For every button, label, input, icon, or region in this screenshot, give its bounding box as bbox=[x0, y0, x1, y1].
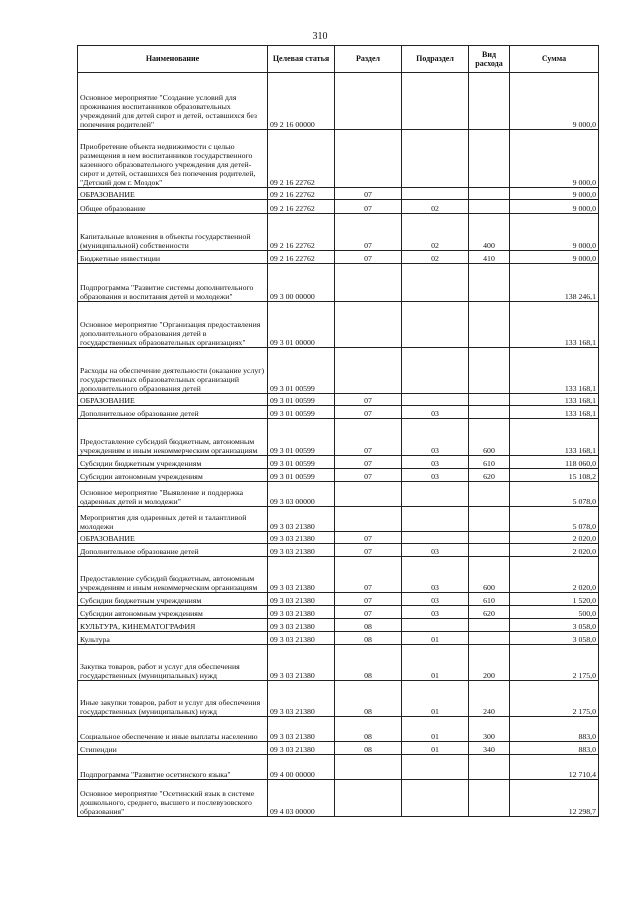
cell-target-code: 09 3 01 00599 bbox=[268, 406, 335, 419]
cell-subsection: 03 bbox=[402, 606, 469, 619]
cell-subsection bbox=[402, 264, 469, 302]
cell-name: Субсидии бюджетным учреждениям bbox=[78, 456, 268, 469]
cell-sum: 133 168,1 bbox=[510, 419, 599, 456]
cell-section: 07 bbox=[335, 419, 402, 456]
cell-name: Бюджетные инвестиции bbox=[78, 251, 268, 264]
cell-section: 07 bbox=[335, 200, 402, 214]
cell-name: КУЛЬТУРА, КИНЕМАТОГРАФИЯ bbox=[78, 619, 268, 632]
cell-expense-type: 600 bbox=[469, 557, 510, 593]
cell-name: Дополнительное образование детей bbox=[78, 544, 268, 557]
cell-sum: 3 058,0 bbox=[510, 632, 599, 645]
cell-sum: 9 000,0 bbox=[510, 200, 599, 214]
cell-target-code: 09 3 03 21380 bbox=[268, 645, 335, 681]
cell-expense-type bbox=[469, 73, 510, 130]
cell-section bbox=[335, 73, 402, 130]
cell-subsection: 01 bbox=[402, 632, 469, 645]
cell-name: Социальное обеспечение и иные выплаты населению bbox=[78, 717, 268, 742]
cell-name: Мероприятия для одаренных детей и талантливой молодежи bbox=[78, 507, 268, 532]
cell-name: Дополнительное образование детей bbox=[78, 406, 268, 419]
cell-target-code: 09 2 16 00000 bbox=[268, 73, 335, 130]
cell-expense-type bbox=[469, 130, 510, 188]
cell-name: Субсидии бюджетным учреждениям bbox=[78, 593, 268, 606]
cell-target-code: 09 2 16 22762 bbox=[268, 251, 335, 264]
cell-expense-type bbox=[469, 200, 510, 214]
cell-subsection: 01 bbox=[402, 645, 469, 681]
cell-name: Основное мероприятие "Создание условий для проживания воспитанников образовательных учреждений для детей сирот и детей, оставшихся без попечения родителей" bbox=[78, 73, 268, 130]
cell-name: Капитальные вложения в объекты государственной (муниципальной) собственности bbox=[78, 214, 268, 251]
cell-sum: 9 000,0 bbox=[510, 251, 599, 264]
cell-section: 08 bbox=[335, 619, 402, 632]
cell-section: 08 bbox=[335, 681, 402, 717]
cell-section bbox=[335, 482, 402, 507]
cell-expense-type bbox=[469, 264, 510, 302]
cell-expense-type: 200 bbox=[469, 645, 510, 681]
cell-expense-type: 600 bbox=[469, 419, 510, 456]
table-row bbox=[78, 544, 599, 557]
cell-subsection: 01 bbox=[402, 742, 469, 755]
cell-subsection bbox=[402, 394, 469, 406]
table-row bbox=[78, 188, 599, 200]
cell-expense-type: 620 bbox=[469, 606, 510, 619]
table-header-row bbox=[78, 46, 599, 73]
cell-sum: 9 000,0 bbox=[510, 188, 599, 200]
table-row bbox=[78, 507, 599, 532]
cell-name: ОБРАЗОВАНИЕ bbox=[78, 532, 268, 544]
cell-sum: 1 520,0 bbox=[510, 593, 599, 606]
cell-target-code: 09 3 01 00599 bbox=[268, 456, 335, 469]
cell-target-code: 09 3 01 00599 bbox=[268, 469, 335, 482]
cell-section: 08 bbox=[335, 645, 402, 681]
cell-sum: 5 078,0 bbox=[510, 482, 599, 507]
budget-table bbox=[77, 45, 599, 817]
cell-expense-type bbox=[469, 507, 510, 532]
cell-section: 07 bbox=[335, 394, 402, 406]
cell-target-code: 09 2 16 22762 bbox=[268, 130, 335, 188]
cell-target-code: 09 3 01 00000 bbox=[268, 302, 335, 348]
table-row bbox=[78, 532, 599, 544]
cell-sum: 12 298,7 bbox=[510, 780, 599, 817]
cell-subsection: 02 bbox=[402, 251, 469, 264]
cell-subsection: 03 bbox=[402, 406, 469, 419]
cell-name: Субсидии автономным учреждениям bbox=[78, 469, 268, 482]
cell-name: Закупка товаров, работ и услуг для обеспечения государственных (муниципальных) нужд bbox=[78, 645, 268, 681]
table-row bbox=[78, 632, 599, 645]
table-row bbox=[78, 251, 599, 264]
cell-target-code: 09 3 03 21380 bbox=[268, 742, 335, 755]
table-row bbox=[78, 130, 599, 188]
cell-section bbox=[335, 507, 402, 532]
cell-subsection: 03 bbox=[402, 593, 469, 606]
cell-section: 08 bbox=[335, 742, 402, 755]
cell-target-code: 09 3 03 21380 bbox=[268, 619, 335, 632]
cell-expense-type bbox=[469, 394, 510, 406]
table-row bbox=[78, 264, 599, 302]
cell-target-code: 09 3 01 00599 bbox=[268, 348, 335, 394]
cell-name: Подпрограмма "Развитие осетинского языка" bbox=[78, 755, 268, 780]
cell-expense-type: 610 bbox=[469, 456, 510, 469]
cell-subsection bbox=[402, 532, 469, 544]
cell-sum: 12 710,4 bbox=[510, 755, 599, 780]
cell-subsection bbox=[402, 482, 469, 507]
cell-name: ОБРАЗОВАНИЕ bbox=[78, 394, 268, 406]
cell-sum: 883,0 bbox=[510, 717, 599, 742]
cell-sum: 138 246,1 bbox=[510, 264, 599, 302]
cell-section bbox=[335, 780, 402, 817]
cell-target-code: 09 3 03 21380 bbox=[268, 681, 335, 717]
cell-section bbox=[335, 755, 402, 780]
cell-target-code: 09 3 03 21380 bbox=[268, 532, 335, 544]
cell-sum: 2 020,0 bbox=[510, 544, 599, 557]
cell-expense-type bbox=[469, 632, 510, 645]
cell-subsection: 03 bbox=[402, 419, 469, 456]
cell-expense-type bbox=[469, 302, 510, 348]
cell-name: Приобретение объекта недвижимости с целью размещения в нем воспитанников государственного казенного образовательного учреждения для детей-сирот и детей, оставшихся без попечения родителей, "Детский дом г. Моздок" bbox=[78, 130, 268, 188]
header-expense-type: Вид расхода bbox=[469, 46, 510, 73]
cell-target-code: 09 3 03 21380 bbox=[268, 507, 335, 532]
cell-section: 08 bbox=[335, 632, 402, 645]
cell-section: 08 bbox=[335, 717, 402, 742]
cell-name: Предоставление субсидий бюджетным, автономным учреждениям и иным некоммерческим организациям bbox=[78, 557, 268, 593]
table-row bbox=[78, 214, 599, 251]
cell-section: 07 bbox=[335, 606, 402, 619]
cell-target-code: 09 4 00 00000 bbox=[268, 755, 335, 780]
cell-section: 07 bbox=[335, 406, 402, 419]
table-row bbox=[78, 419, 599, 456]
cell-name: Общее образование bbox=[78, 200, 268, 214]
cell-target-code: 09 3 03 21380 bbox=[268, 557, 335, 593]
cell-sum: 133 168,1 bbox=[510, 394, 599, 406]
table-row bbox=[78, 606, 599, 619]
table-row bbox=[78, 73, 599, 130]
cell-subsection: 03 bbox=[402, 456, 469, 469]
cell-sum: 118 060,0 bbox=[510, 456, 599, 469]
header-sum: Сумма bbox=[510, 46, 599, 73]
cell-subsection: 01 bbox=[402, 681, 469, 717]
cell-name: Иные закупки товаров, работ и услуг для обеспечения государственных (муниципальных) нужд bbox=[78, 681, 268, 717]
cell-expense-type: 620 bbox=[469, 469, 510, 482]
table-row bbox=[78, 482, 599, 507]
cell-sum: 5 078,0 bbox=[510, 507, 599, 532]
cell-target-code: 09 2 16 22762 bbox=[268, 214, 335, 251]
cell-sum: 3 058,0 bbox=[510, 619, 599, 632]
cell-target-code: 09 3 01 00599 bbox=[268, 419, 335, 456]
cell-section: 07 bbox=[335, 593, 402, 606]
cell-subsection bbox=[402, 348, 469, 394]
cell-expense-type bbox=[469, 482, 510, 507]
cell-subsection bbox=[402, 507, 469, 532]
cell-subsection: 02 bbox=[402, 214, 469, 251]
cell-sum: 9 000,0 bbox=[510, 73, 599, 130]
table-row bbox=[78, 406, 599, 419]
cell-sum: 133 168,1 bbox=[510, 406, 599, 419]
cell-sum: 2 175,0 bbox=[510, 681, 599, 717]
cell-target-code: 09 3 00 00000 bbox=[268, 264, 335, 302]
cell-subsection bbox=[402, 780, 469, 817]
cell-section bbox=[335, 264, 402, 302]
cell-name: ОБРАЗОВАНИЕ bbox=[78, 188, 268, 200]
cell-target-code: 09 3 03 21380 bbox=[268, 717, 335, 742]
cell-subsection: 01 bbox=[402, 717, 469, 742]
cell-expense-type bbox=[469, 532, 510, 544]
cell-expense-type bbox=[469, 188, 510, 200]
cell-section: 07 bbox=[335, 469, 402, 482]
cell-sum: 133 168,1 bbox=[510, 348, 599, 394]
cell-target-code: 09 2 16 22762 bbox=[268, 200, 335, 214]
cell-sum: 2 175,0 bbox=[510, 645, 599, 681]
cell-target-code: 09 2 16 22762 bbox=[268, 188, 335, 200]
cell-expense-type bbox=[469, 544, 510, 557]
cell-expense-type: 300 bbox=[469, 717, 510, 742]
cell-subsection bbox=[402, 619, 469, 632]
cell-subsection: 03 bbox=[402, 469, 469, 482]
table-row bbox=[78, 456, 599, 469]
cell-section bbox=[335, 302, 402, 348]
cell-target-code: 09 3 03 21380 bbox=[268, 632, 335, 645]
cell-name: Субсидии автономным учреждениям bbox=[78, 606, 268, 619]
cell-expense-type bbox=[469, 348, 510, 394]
cell-expense-type: 400 bbox=[469, 214, 510, 251]
cell-subsection: 03 bbox=[402, 544, 469, 557]
cell-target-code: 09 3 03 21380 bbox=[268, 593, 335, 606]
cell-sum: 2 020,0 bbox=[510, 532, 599, 544]
cell-expense-type bbox=[469, 406, 510, 419]
cell-name: Культура bbox=[78, 632, 268, 645]
cell-target-code: 09 3 03 21380 bbox=[268, 544, 335, 557]
cell-name: Подпрограмма "Развитие системы дополнительного образования и воспитания детей и молодежи" bbox=[78, 264, 268, 302]
table-row bbox=[78, 302, 599, 348]
page-number: 310 bbox=[312, 31, 328, 42]
cell-section: 07 bbox=[335, 557, 402, 593]
header-section: Раздел bbox=[335, 46, 402, 73]
cell-section bbox=[335, 348, 402, 394]
cell-subsection: 03 bbox=[402, 557, 469, 593]
table-row bbox=[78, 742, 599, 755]
cell-name: Основное мероприятие "Выявление и поддержка одаренных детей и молодежи" bbox=[78, 482, 268, 507]
cell-section: 07 bbox=[335, 214, 402, 251]
cell-section bbox=[335, 130, 402, 188]
cell-subsection: 02 bbox=[402, 200, 469, 214]
table-row bbox=[78, 348, 599, 394]
cell-sum: 9 000,0 bbox=[510, 130, 599, 188]
header-target: Целевая статья bbox=[268, 46, 335, 73]
cell-section: 07 bbox=[335, 544, 402, 557]
cell-subsection bbox=[402, 73, 469, 130]
cell-expense-type: 410 bbox=[469, 251, 510, 264]
table-row bbox=[78, 469, 599, 482]
header-subsection: Подраздел bbox=[402, 46, 469, 73]
table-body bbox=[78, 73, 599, 817]
cell-expense-type bbox=[469, 755, 510, 780]
cell-target-code: 09 4 03 00000 bbox=[268, 780, 335, 817]
cell-name: Основное мероприятие "Осетинский язык в системе дошкольного, среднего, высшего и послевузовского образования" bbox=[78, 780, 268, 817]
table-row bbox=[78, 593, 599, 606]
table-row bbox=[78, 717, 599, 742]
cell-subsection bbox=[402, 188, 469, 200]
cell-section: 07 bbox=[335, 532, 402, 544]
cell-sum: 133 168,1 bbox=[510, 302, 599, 348]
table-row bbox=[78, 557, 599, 593]
cell-name: Основное мероприятие "Организация предоставления дополнительного образования детей в государственных образовательных организациях" bbox=[78, 302, 268, 348]
table-row bbox=[78, 200, 599, 214]
cell-expense-type: 340 bbox=[469, 742, 510, 755]
cell-sum: 883,0 bbox=[510, 742, 599, 755]
cell-sum: 9 000,0 bbox=[510, 214, 599, 251]
cell-section: 07 bbox=[335, 456, 402, 469]
cell-name: Стипендии bbox=[78, 742, 268, 755]
cell-expense-type: 240 bbox=[469, 681, 510, 717]
table-row bbox=[78, 645, 599, 681]
cell-name: Расходы на обеспечение деятельности (оказание услуг) государственных образовательных организаций дополнительного образования детей bbox=[78, 348, 268, 394]
cell-target-code: 09 3 03 21380 bbox=[268, 606, 335, 619]
cell-sum: 500,0 bbox=[510, 606, 599, 619]
cell-name: Предоставление субсидий бюджетным, автономным учреждениям и иным некоммерческим организациям bbox=[78, 419, 268, 456]
cell-sum: 2 020,0 bbox=[510, 557, 599, 593]
table-row bbox=[78, 780, 599, 817]
cell-subsection bbox=[402, 755, 469, 780]
table-row bbox=[78, 394, 599, 406]
cell-expense-type bbox=[469, 780, 510, 817]
cell-section: 07 bbox=[335, 251, 402, 264]
cell-section: 07 bbox=[335, 188, 402, 200]
table-row bbox=[78, 681, 599, 717]
table-row bbox=[78, 619, 599, 632]
cell-subsection bbox=[402, 302, 469, 348]
header-name: Наименование bbox=[78, 46, 268, 73]
cell-expense-type bbox=[469, 619, 510, 632]
cell-target-code: 09 3 03 00000 bbox=[268, 482, 335, 507]
cell-expense-type: 610 bbox=[469, 593, 510, 606]
cell-sum: 15 108,2 bbox=[510, 469, 599, 482]
table-row bbox=[78, 755, 599, 780]
cell-subsection bbox=[402, 130, 469, 188]
cell-target-code: 09 3 01 00599 bbox=[268, 394, 335, 406]
